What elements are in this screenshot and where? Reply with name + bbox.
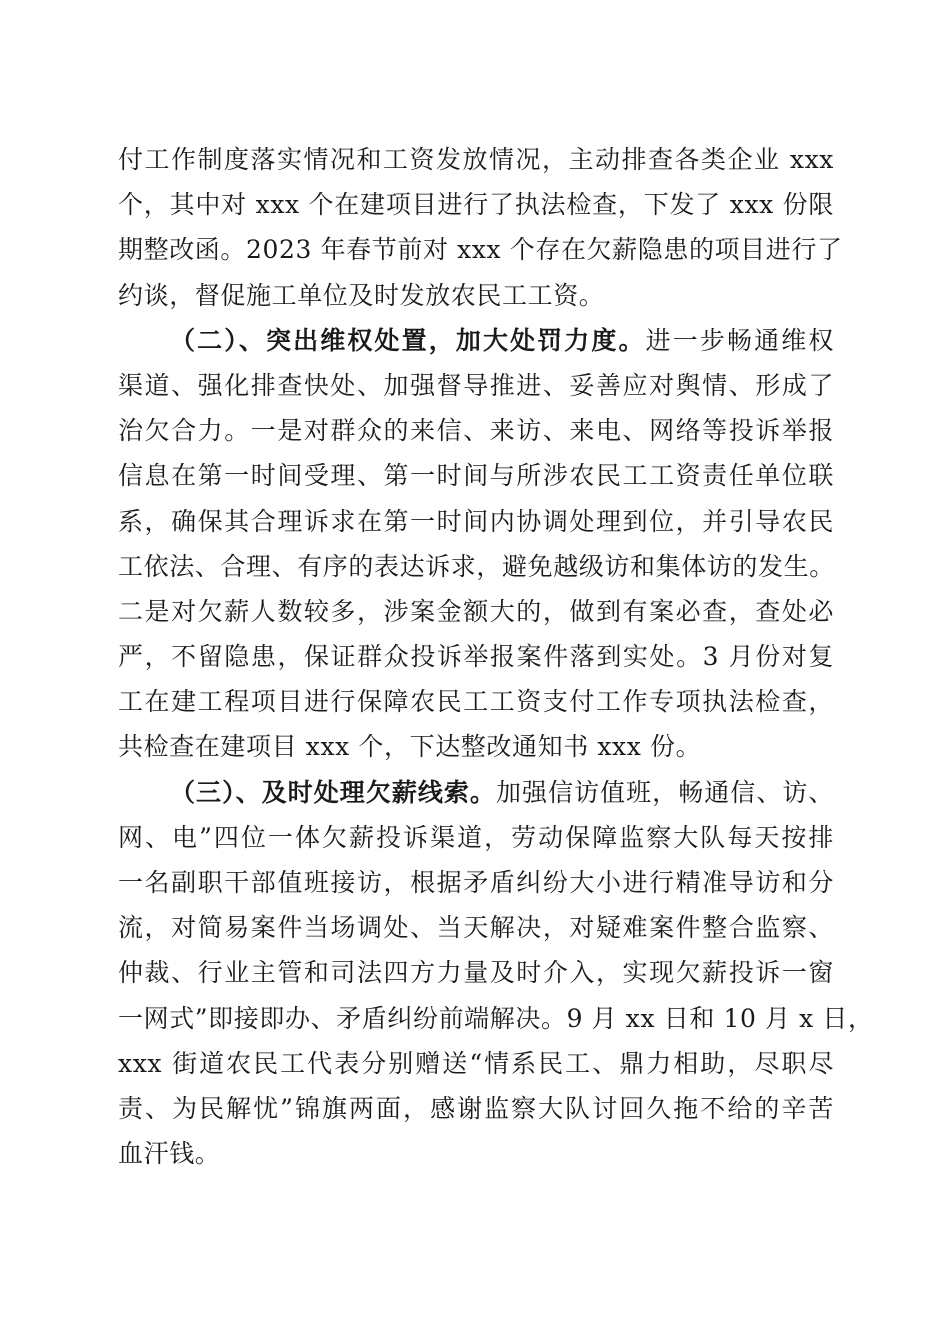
text-line: 血汗钱。 xyxy=(118,1139,221,1169)
section-heading: （三）、及时处理欠薪线索。 xyxy=(170,777,496,807)
text-line: 流，对简易案件当场调处、当天解决，对疑难案件整合监察、 xyxy=(118,913,834,943)
paragraph-1 xyxy=(118,137,843,318)
text-line: 共检查在建项目 xxx 个，下达整改通知书 xxx 份。 xyxy=(118,732,702,762)
text-line xyxy=(118,770,834,815)
text-line: 期整改函。2023 年春节前对 xxx 个存在欠薪隐患的项目进行了 xyxy=(118,235,843,265)
text-line xyxy=(118,318,834,363)
text-line: 网、电”四位一体欠薪投诉渠道，劳动保障监察大队每天按排 xyxy=(118,822,834,852)
text-line: xxx 街道农民工代表分别赠送“情系民工、鼎力相助，尽职尽 xyxy=(118,1048,834,1078)
text-line: 约谈，督促施工单位及时发放农民工工资。 xyxy=(118,280,605,310)
text-line: 个，其中对 xxx 个在建项目进行了执法检查，下发了 xxx 份限 xyxy=(118,190,834,220)
text-line: 责、为民解忧”锦旗两面，感谢监察大队讨回久拖不给的辛苦 xyxy=(118,1093,834,1123)
text-line: 一网式”即接即办、矛盾纠纷前端解决。9 月 xx 日和 10 月 x 日， xyxy=(118,1003,874,1033)
text-line: 付工作制度落实情况和工资发放情况，主动排查各类企业 xxx xyxy=(118,145,834,174)
paragraph-3 xyxy=(118,770,874,1177)
text-line: 治欠合力。一是对群众的来信、来访、来电、网络等投诉举报 xyxy=(118,416,834,446)
text-line: 严，不留隐患，保证群众投诉举报案件落到实处。3 月份对复 xyxy=(118,642,834,672)
text-span: 进一步畅通维权 xyxy=(645,325,834,355)
text-line: 仲裁、行业主管和司法四方力量及时介入，实现欠薪投诉一窗 xyxy=(118,958,834,988)
text-line: 工依法、合理、有序的表达诉求，避免越级访和集体访的发生。 xyxy=(118,551,835,581)
section-heading: （二）、突出维权处置，加大处罚力度。 xyxy=(170,325,646,355)
text-line: 渠道、强化排查快处、加强督导推进、妥善应对舆情、形成了 xyxy=(118,370,834,400)
text-line: 二是对欠薪人数较多，涉案金额大的，做到有案必查，查处必 xyxy=(118,596,834,626)
text-line: 系，确保其合理诉求在第一时间内协调处理到位，并引导农民 xyxy=(118,506,834,536)
text-line: 一名副职干部值班接访，根据矛盾纠纷大小进行精准导访和分 xyxy=(118,868,834,897)
document-body xyxy=(118,137,874,1176)
text-span: 加强信访值班，畅通信、访、 xyxy=(495,777,834,807)
paragraph-2 xyxy=(118,318,834,770)
text-line: 信息在第一时间受理、第一时间与所涉农民工工资责任单位联 xyxy=(118,461,834,491)
text-line: 工在建工程项目进行保障农民工工资支付工作专项执法检查， xyxy=(118,687,834,717)
